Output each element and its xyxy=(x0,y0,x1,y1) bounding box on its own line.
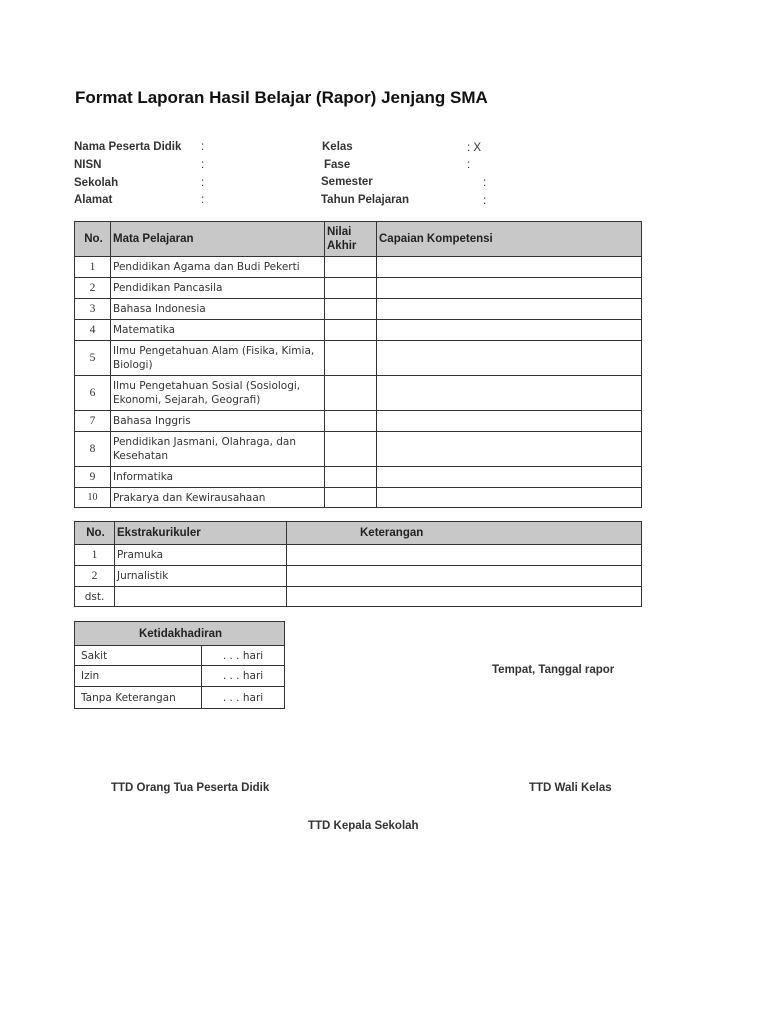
row-number: 8 xyxy=(75,432,111,467)
row-number: 2 xyxy=(75,278,111,299)
field-colon: : xyxy=(467,159,471,171)
subject-name: Pendidikan Pancasila xyxy=(111,278,325,299)
field-label-student-name: Nama Peserta Didik xyxy=(74,141,182,153)
header-subject: Mata Pelajaran xyxy=(111,222,325,257)
note-cell[interactable] xyxy=(287,566,642,587)
row-number: 1 xyxy=(75,257,111,278)
header-score-line1: Nilai xyxy=(327,226,352,238)
field-colon: : xyxy=(483,177,487,189)
subject-name: Pendidikan Jasmani, Olahraga, dan Kesehatan xyxy=(111,432,325,467)
row-number: 4 xyxy=(75,320,111,341)
subject-name: Pendidikan Agama dan Budi Pekerti xyxy=(111,257,325,278)
achievement-cell[interactable] xyxy=(377,257,642,278)
achievement-cell[interactable] xyxy=(377,299,642,320)
subject-name: Ilmu Pengetahuan Sosial (Sosiologi, Ekonomi, Sejarah, Geografi) xyxy=(111,376,325,411)
table-row xyxy=(75,587,642,607)
score-cell[interactable] xyxy=(325,467,377,488)
subjects-table xyxy=(74,221,642,508)
header-no: No. xyxy=(75,522,115,545)
absence-table xyxy=(74,621,285,709)
place-date-label: Tempat, Tanggal rapor xyxy=(492,664,615,676)
field-colon: : xyxy=(483,195,487,207)
achievement-cell[interactable] xyxy=(377,411,642,432)
subject-name: Bahasa Inggris xyxy=(111,411,325,432)
absence-type: Tanpa Keterangan xyxy=(75,687,202,709)
table-row xyxy=(75,467,642,488)
absence-type: Izin xyxy=(75,666,202,687)
row-number: dst. xyxy=(75,587,115,607)
field-colon: : xyxy=(201,159,205,171)
activity-name: Pramuka xyxy=(115,545,287,566)
score-cell[interactable] xyxy=(325,411,377,432)
achievement-cell[interactable] xyxy=(377,341,642,376)
row-number: 3 xyxy=(75,299,111,320)
row-number: 5 xyxy=(75,341,111,376)
note-cell[interactable] xyxy=(287,545,642,566)
score-cell[interactable] xyxy=(325,320,377,341)
page-title: Format Laporan Hasil Belajar (Rapor) Jenjang SMA xyxy=(75,88,488,107)
field-class-value: : X xyxy=(467,142,482,154)
subject-name: Matematika xyxy=(111,320,325,341)
table-header-row xyxy=(75,522,642,545)
table-row xyxy=(75,257,642,278)
table-row xyxy=(75,278,642,299)
row-number: 10 xyxy=(75,488,111,508)
absence-days[interactable]: . . . hari xyxy=(202,666,285,687)
field-label-semester: Semester xyxy=(321,176,373,188)
table-row xyxy=(75,411,642,432)
header-achievement: Capaian Kompetensi xyxy=(377,222,642,257)
table-header-row xyxy=(75,622,285,646)
achievement-cell[interactable] xyxy=(377,278,642,299)
score-cell[interactable] xyxy=(325,299,377,320)
subject-name: Informatika xyxy=(111,467,325,488)
field-label-academic-year: Tahun Pelajaran xyxy=(321,194,409,206)
header-activity: Ekstrakurikuler xyxy=(115,522,287,545)
field-label-nisn: NISN xyxy=(74,159,102,171)
field-colon: : xyxy=(201,194,205,206)
achievement-cell[interactable] xyxy=(377,320,642,341)
table-row xyxy=(75,299,642,320)
table-row xyxy=(75,376,642,411)
field-label-address: Alamat xyxy=(74,194,113,206)
subject-name: Bahasa Indonesia xyxy=(111,299,325,320)
table-header-row xyxy=(75,222,642,257)
header-score-line2: Akhir xyxy=(327,240,357,252)
row-number: 7 xyxy=(75,411,111,432)
table-row xyxy=(75,341,642,376)
activity-name xyxy=(115,587,287,607)
achievement-cell[interactable] xyxy=(377,488,642,508)
note-cell[interactable] xyxy=(287,587,642,607)
row-number: 1 xyxy=(75,545,115,566)
score-cell[interactable] xyxy=(325,278,377,299)
achievement-cell[interactable] xyxy=(377,376,642,411)
table-row xyxy=(75,687,285,709)
score-cell[interactable] xyxy=(325,488,377,508)
absence-days[interactable]: . . . hari xyxy=(202,687,285,709)
field-label-school: Sekolah xyxy=(74,177,119,189)
table-row xyxy=(75,320,642,341)
table-row xyxy=(75,666,285,687)
header-note: Keterangan xyxy=(287,522,642,545)
achievement-cell[interactable] xyxy=(377,432,642,467)
extracurricular-table xyxy=(74,521,642,607)
table-row xyxy=(75,646,285,666)
absence-days[interactable]: . . . hari xyxy=(202,646,285,666)
header-final-score xyxy=(325,222,377,257)
principal-signature-label: TTD Kepala Sekolah xyxy=(308,820,419,832)
header-no: No. xyxy=(75,222,111,257)
table-row xyxy=(75,545,642,566)
score-cell[interactable] xyxy=(325,376,377,411)
table-row xyxy=(75,488,642,508)
achievement-cell[interactable] xyxy=(377,467,642,488)
row-number: 2 xyxy=(75,566,115,587)
score-cell[interactable] xyxy=(325,341,377,376)
absence-type: Sakit xyxy=(75,646,202,666)
field-label-class: Kelas xyxy=(322,141,353,153)
row-number: 9 xyxy=(75,467,111,488)
field-label-phase: Fase xyxy=(324,159,351,171)
field-colon: : xyxy=(201,177,205,189)
header-absence: Ketidakhadiran xyxy=(75,622,285,646)
homeroom-signature-label: TTD Wali Kelas xyxy=(529,782,612,794)
score-cell[interactable] xyxy=(325,257,377,278)
subject-name: Prakarya dan Kewirausahaan xyxy=(111,488,325,508)
table-row xyxy=(75,432,642,467)
field-colon: : xyxy=(201,141,205,153)
parent-signature-label: TTD Orang Tua Peserta Didik xyxy=(111,782,270,794)
subject-name: Ilmu Pengetahuan Alam (Fisika, Kimia, Biologi) xyxy=(111,341,325,376)
row-number: 6 xyxy=(75,376,111,411)
table-row xyxy=(75,566,642,587)
activity-name: Jurnalistik xyxy=(115,566,287,587)
score-cell[interactable] xyxy=(325,432,377,467)
